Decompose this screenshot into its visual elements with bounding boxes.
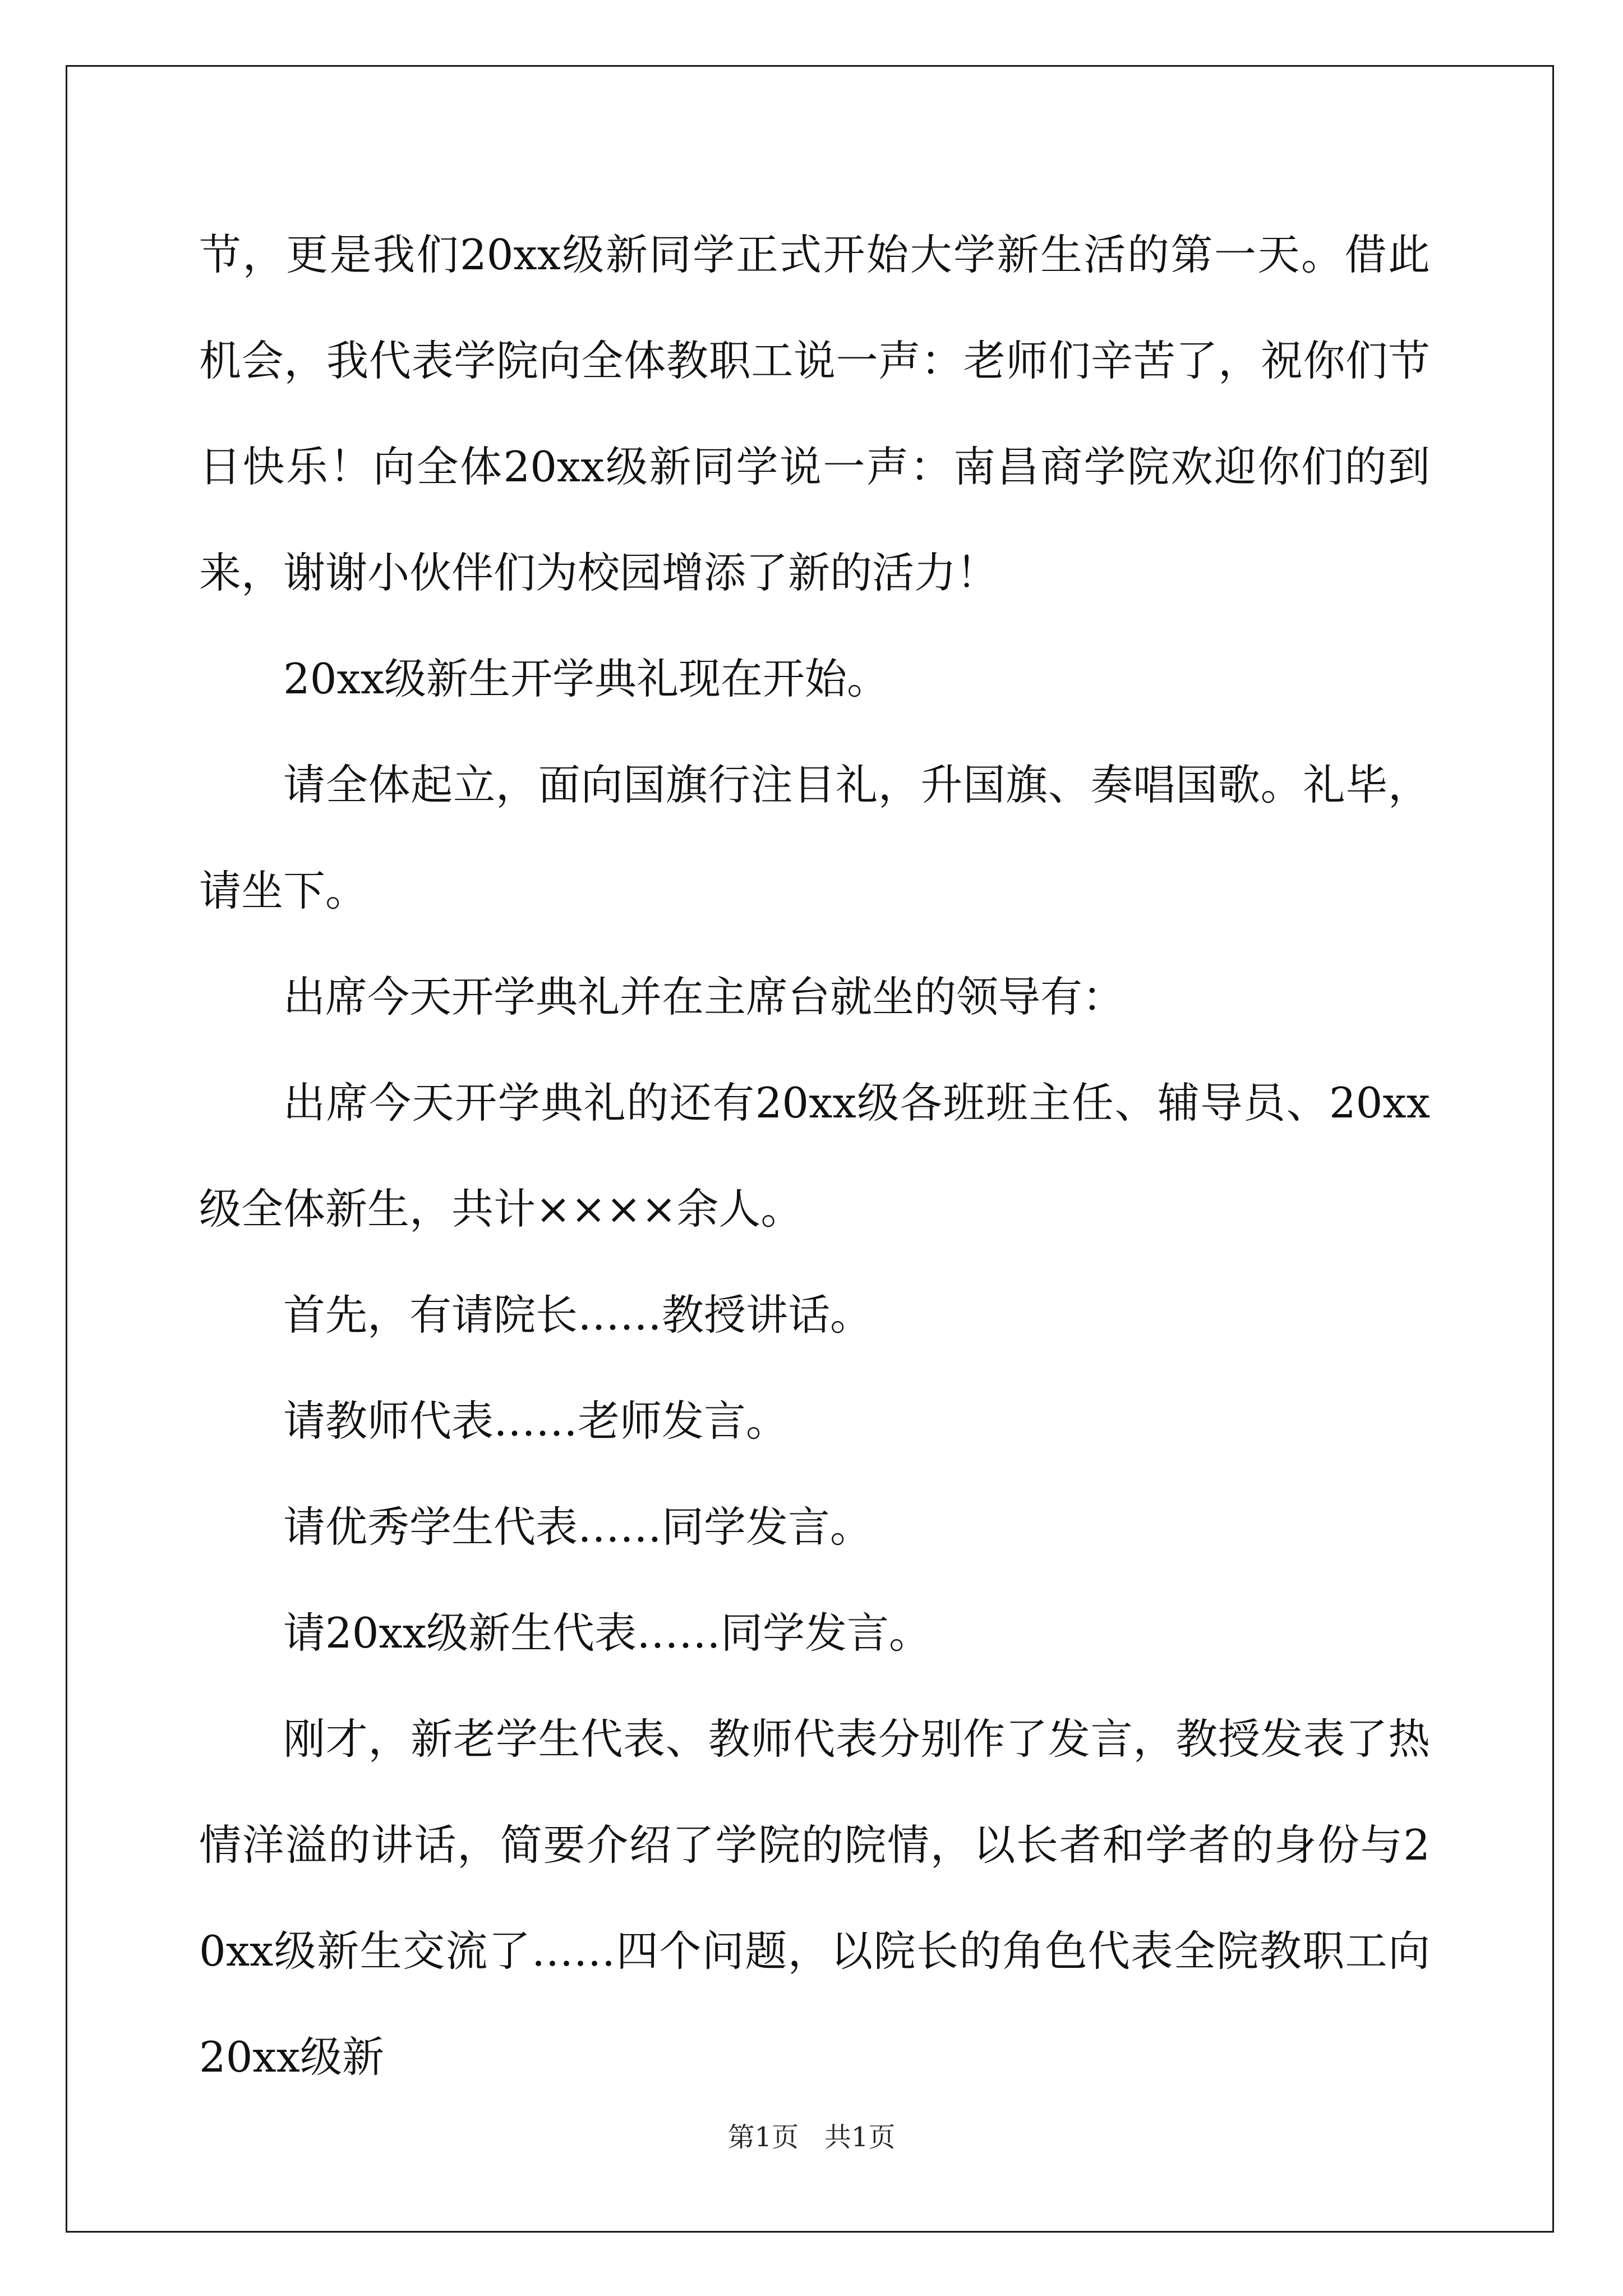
document-body — [199, 202, 1430, 2110]
page-footer — [0, 2120, 1623, 2154]
paragraph-teacher-speech: 请教师代表……老师发言。 — [283, 1396, 789, 1446]
paragraph-leaders-present: 出席今天开学典礼并在主席台就坐的领导有： — [283, 972, 1125, 1022]
paragraph-attendees: 出席今天开学典礼的还有20xx级各班班主任、辅导员、20xx级全体新生，共计××××余人。 — [199, 1078, 1430, 1234]
page-total: 共1页 — [824, 2122, 896, 2153]
paragraph-summary: 刚才，新老学生代表、教师代表分别作了发言，教授发表了热情洋溢的讲话，简要介绍了学院的院情，以长者和学者的身份与20xx级新生交流了……四个问题，以院长的角色代表全院教职工向20xx级新 — [199, 1714, 1430, 2082]
paragraph-freshman-speech: 请20xx级新生代表……同学发言。 — [283, 1608, 932, 1658]
paragraph-ceremony-start: 20xx级新生开学典礼现在开始。 — [283, 654, 889, 703]
page-number: 第1页 — [727, 2122, 799, 2153]
paragraph-flag-raising: 请全体起立，面向国旗行注目礼，升国旗、奏唱国歌。礼毕，请坐下。 — [199, 760, 1430, 915]
paragraph-continuation: 节，更是我们20xx级新同学正式开始大学新生活的第一天。借此机会，我代表学院向全体教职工说一声：老师们辛苦了，祝你们节日快乐！向全体20xx级新同学说一声：南昌商学院欢迎你们的到来，谢谢小伙伴们为校园增添了新的活力！ — [199, 230, 1430, 597]
paragraph-outstanding-student-speech: 请优秀学生代表……同学发言。 — [283, 1502, 873, 1552]
paragraph-dean-speech: 首先，有请院长……教授讲话。 — [283, 1290, 873, 1340]
